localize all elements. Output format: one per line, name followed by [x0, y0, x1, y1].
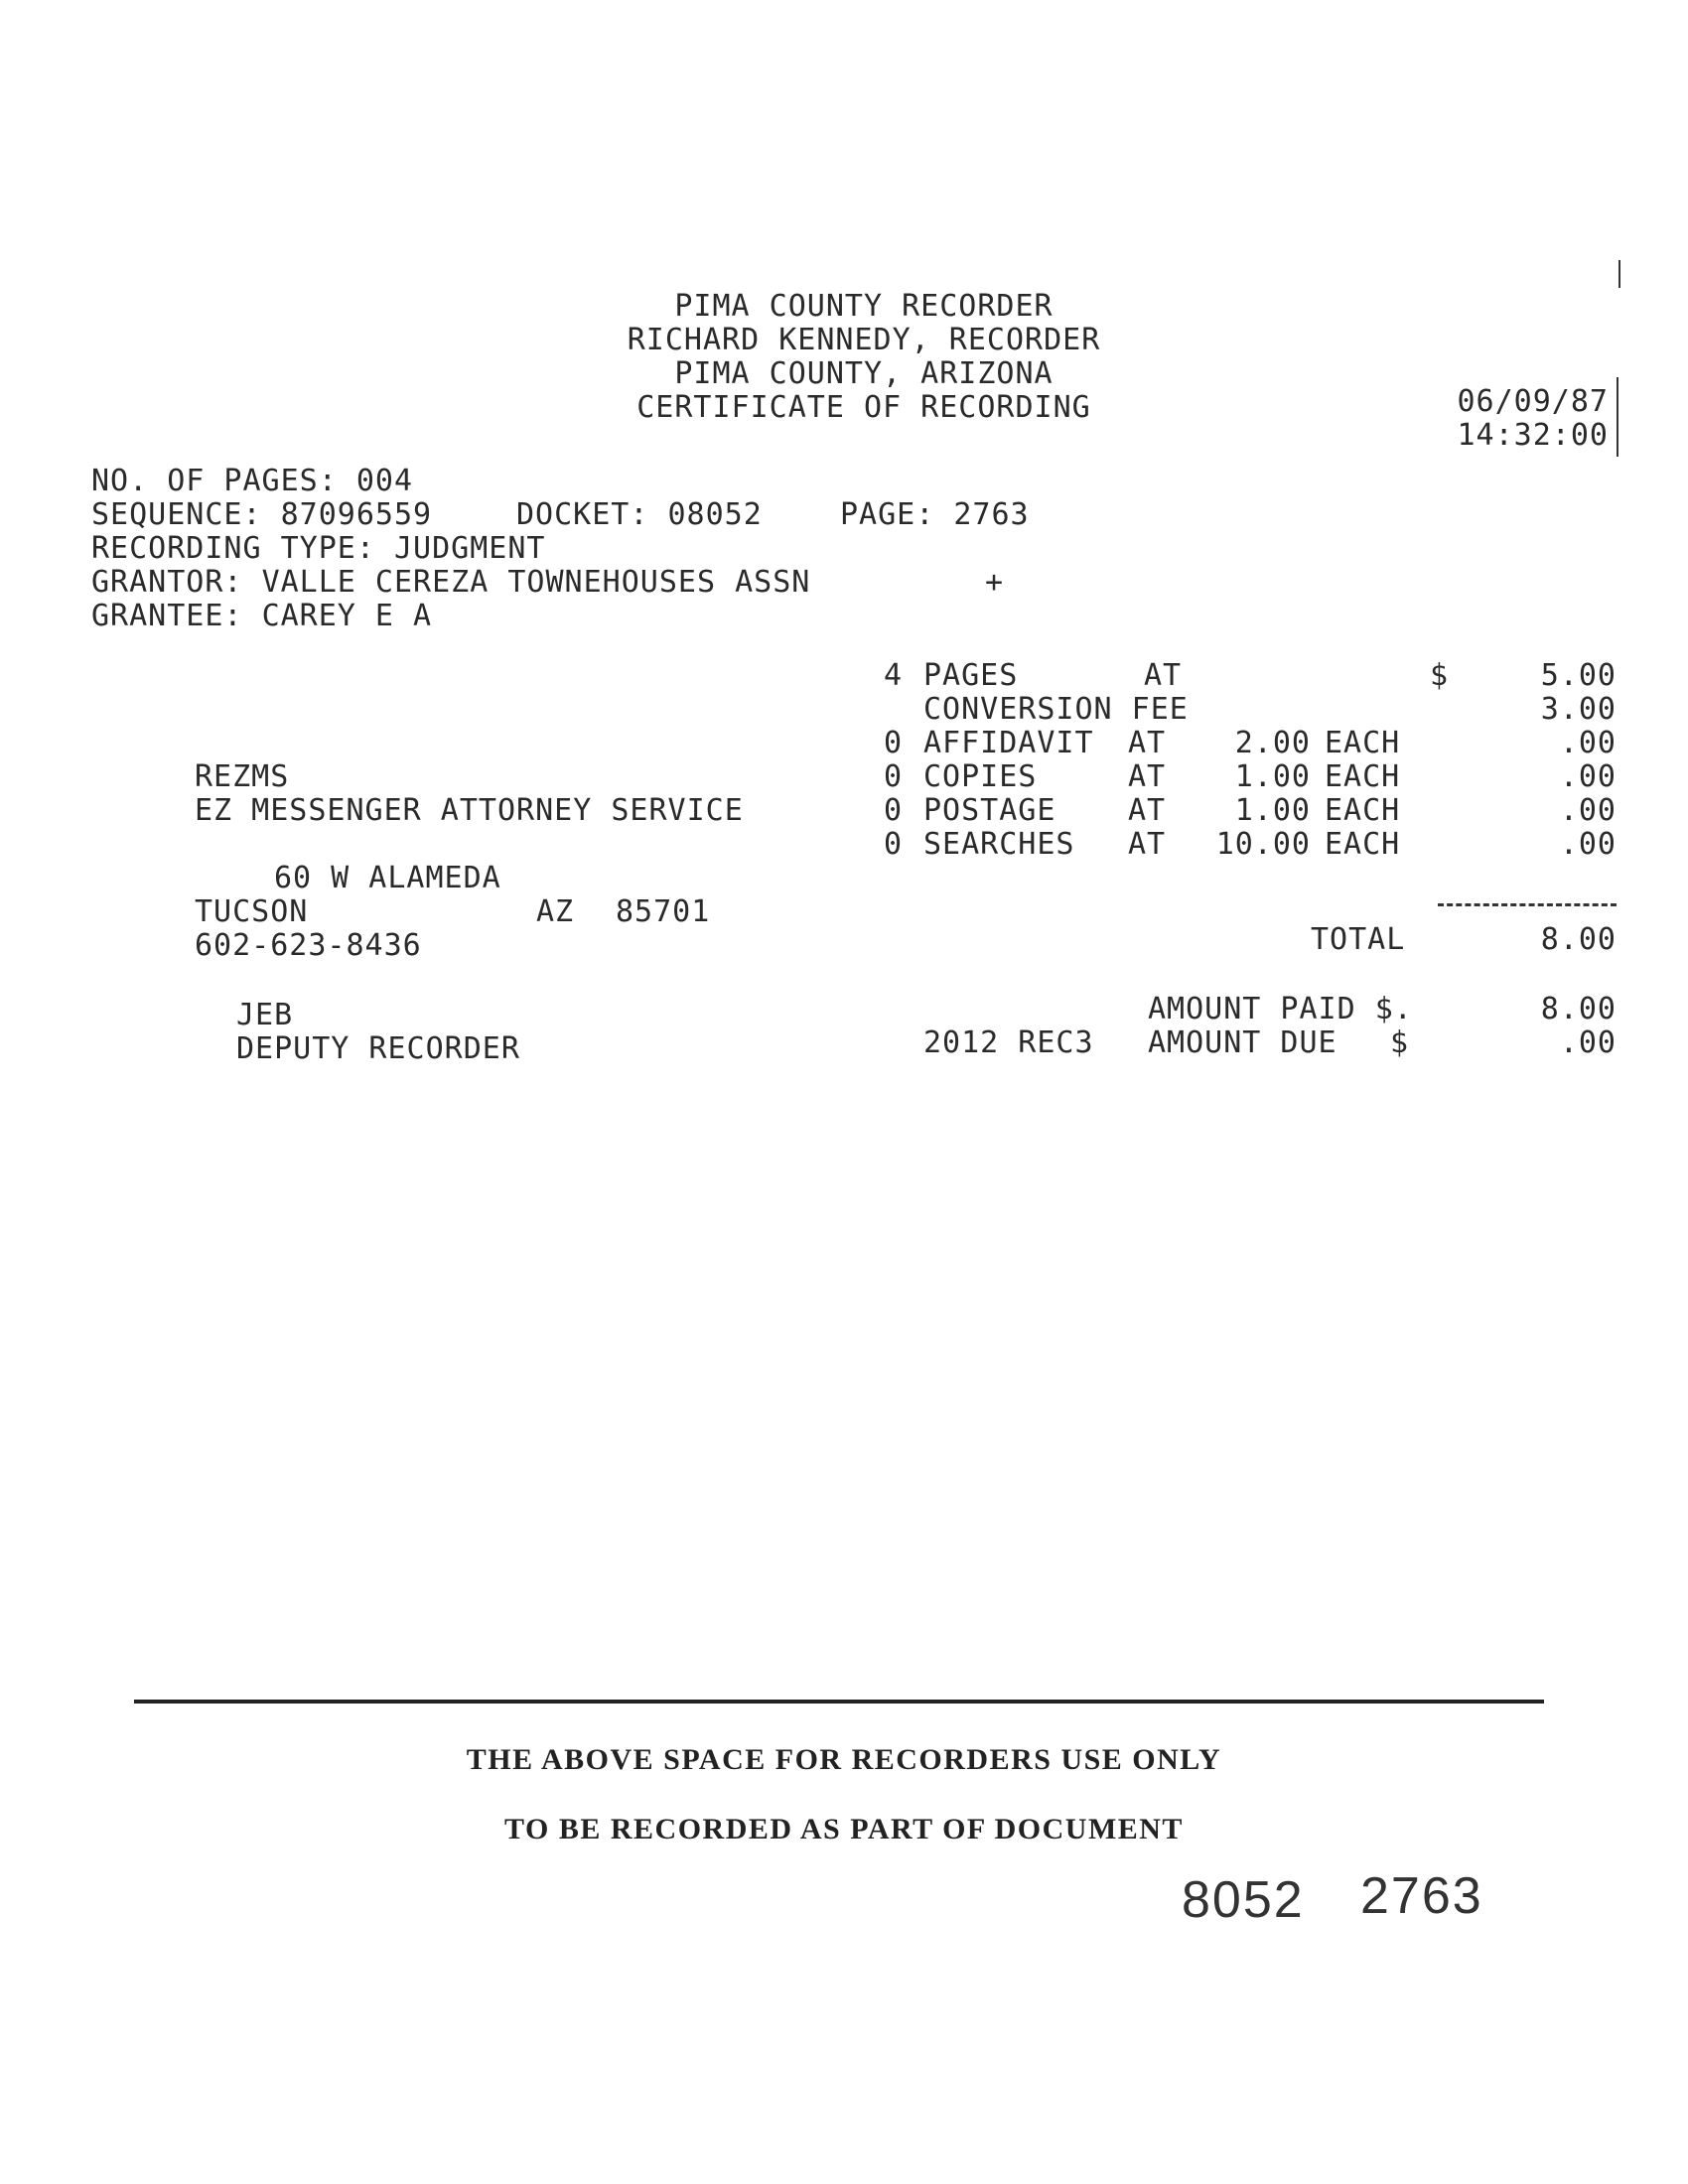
fee-item: AFFIDAVIT [923, 726, 1094, 760]
fee-each: EACH [1325, 726, 1401, 760]
pages-count [91, 465, 413, 498]
deputy-title: DEPUTY RECORDER [236, 1031, 520, 1066]
margin-bar [1617, 377, 1618, 457]
record-as-part-note: TO BE RECORDED AS PART OF DOCUMENT [504, 1813, 1184, 1845]
addressee-zip: 85701 [616, 894, 711, 929]
fee-amount: 5.00 [1540, 658, 1617, 693]
pages-value: 004 [355, 464, 414, 498]
addressee-name: EZ MESSENGER ATTORNEY SERVICE [195, 793, 744, 828]
recorders-use-note: THE ABOVE SPACE FOR RECORDERS USE ONLY [466, 1743, 1222, 1776]
fee-item: CONVERSION FEE [923, 692, 1189, 727]
docket-number: 8052 [1182, 1871, 1305, 1929]
amount-due-value: .00 [1559, 1025, 1617, 1060]
fee-rate: 2.00 [1234, 726, 1311, 760]
total-label: TOTAL [1311, 922, 1406, 957]
certificate-title: CERTIFICATE OF RECORDING [636, 390, 1091, 425]
fee-rate: 1.00 [1234, 793, 1311, 828]
total-rule [1438, 903, 1617, 906]
amount-due-label: AMOUNT DUE [1148, 1025, 1337, 1060]
addressee-code: REZMS [195, 759, 290, 794]
fee-qty: 4 [884, 658, 904, 693]
fee-rate: 1.00 [1234, 759, 1311, 794]
amount-due-currency: $ [1390, 1025, 1410, 1060]
grantee-value: CAREY E A [261, 599, 433, 633]
page-number: 2763 [1360, 1867, 1483, 1925]
fee-each: EACH [1325, 793, 1401, 828]
fee-amount: .00 [1559, 759, 1617, 794]
fee-qty: 0 [884, 726, 904, 760]
fee-item: PAGES [923, 658, 1019, 693]
docket-line [516, 498, 763, 532]
fee-qty: 0 [884, 759, 904, 794]
fee-at: AT [1128, 759, 1167, 794]
grantor-line [91, 566, 810, 600]
sequence-value: 87096559 [280, 497, 433, 532]
register-code: 2012 REC3 [923, 1025, 1094, 1060]
sequence-label: SEQUENCE: [91, 497, 262, 532]
type-value: JUDGMENT [394, 531, 546, 566]
type-label: RECORDING TYPE: [91, 531, 375, 566]
fee-amount: .00 [1559, 827, 1617, 862]
docket-label: DOCKET: [516, 497, 649, 532]
separator-line [134, 1700, 1544, 1704]
fee-at: AT [1128, 827, 1167, 862]
plus-mark: + [985, 565, 1005, 600]
fee-qty: 0 [884, 827, 904, 862]
fee-at: AT [1144, 658, 1183, 693]
amount-paid-value: 8.00 [1540, 992, 1617, 1026]
fee-each: EACH [1325, 827, 1401, 862]
fee-rate: 10.00 [1215, 827, 1311, 862]
grantor-value: VALLE CEREZA TOWNEHOUSES ASSN [261, 565, 811, 600]
fee-at: AT [1128, 726, 1167, 760]
addressee-phone: 602-623-8436 [195, 928, 422, 963]
total-value: 8.00 [1540, 922, 1617, 957]
county-name: PIMA COUNTY, ARIZONA [674, 356, 1054, 391]
fee-currency: $ [1430, 658, 1450, 693]
sequence-line [91, 498, 432, 532]
fee-item: COPIES [923, 759, 1038, 794]
fee-amount: .00 [1559, 793, 1617, 828]
office-name: PIMA COUNTY RECORDER [674, 289, 1054, 324]
amount-paid-label: AMOUNT PAID $. [1148, 992, 1413, 1026]
page-line [840, 498, 1030, 532]
fee-amount: .00 [1559, 726, 1617, 760]
docket-value: 08052 [667, 497, 763, 532]
recording-time: 14:32:00 [1457, 418, 1609, 453]
addressee-city: TUCSON [195, 894, 309, 929]
addressee-state: AZ [536, 894, 575, 929]
page-label: PAGE: [840, 497, 935, 532]
pages-label: NO. OF PAGES: [91, 464, 338, 498]
addressee-street: 60 W ALAMEDA [274, 861, 501, 895]
fee-item: POSTAGE [923, 793, 1056, 828]
grantee-line [91, 600, 432, 633]
grantee-label: GRANTEE: [91, 599, 243, 633]
fee-at: AT [1128, 793, 1167, 828]
margin-tick [1618, 260, 1620, 288]
fee-each: EACH [1325, 759, 1401, 794]
deputy-initials: JEB [236, 998, 294, 1032]
page-value: 2763 [953, 497, 1030, 532]
grantor-label: GRANTOR: [91, 565, 243, 600]
fee-amount: 3.00 [1540, 692, 1617, 727]
recorder-name: RICHARD KENNEDY, RECORDER [627, 323, 1101, 357]
fee-qty: 0 [884, 793, 904, 828]
fee-item: SEARCHES [923, 827, 1075, 862]
type-line [91, 532, 546, 566]
recording-date: 06/09/87 [1457, 384, 1609, 419]
